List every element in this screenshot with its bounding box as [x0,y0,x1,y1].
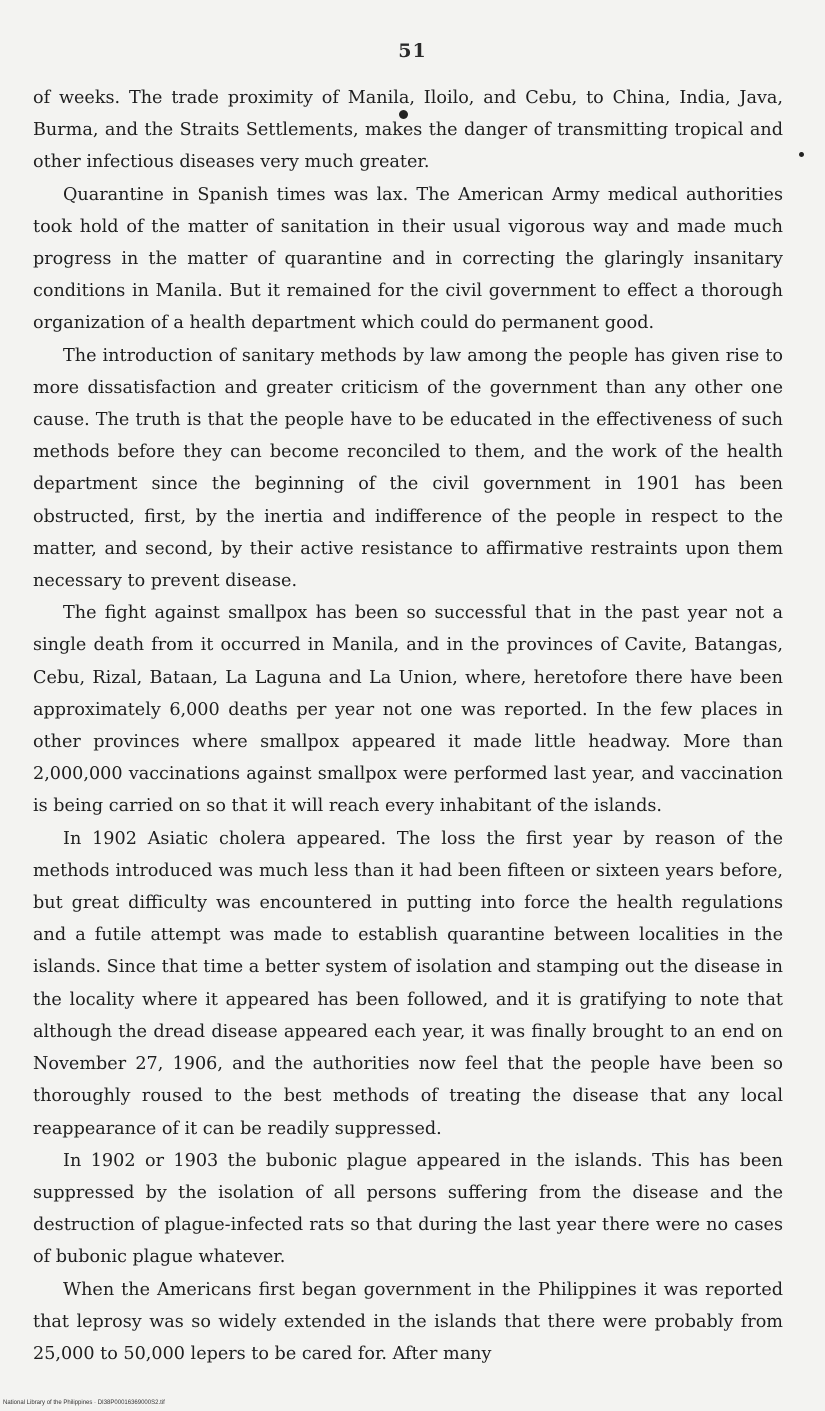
paragraph-5: In 1902 Asiatic cholera appeared. The loss the first year by reason of the methods introduced was much less than it had been fifteen or sixteen years before, but great difficulty was encountered in putting into force the health regulations and a futile attempt was made to establish quarantine between localities in the islands. Since that time a better system of isolation and stamping out the disease in the locality where it appeared has been followed, and it is gratifying to note that although the dread disease appeared each year, it was finally brought to an end on November 27, 1906, and the authorities now feel that the people have been so thoroughly roused to the best methods of treating the disease that any local reappearance of it can be readily suppressed. [33,828,783,1139]
body-text [33,82,783,1370]
paragraph-1: of weeks. The trade proximity of Manila, Iloilo, and Cebu, to China, India, Java, Burma, and the Straits Settlements, makes the danger of transmitting tropical and other infectious diseases very much greater. [33,88,783,173]
paragraph-7: When the Americans first began government in the Philippines it was reported that leprosy was so widely extended in the islands that there were probably from 25,000 to 50,000 lepers to be cared for. After many [33,1279,783,1364]
paragraph-4: The fight against smallpox has been so successful that in the past year not a single death from it occurred in Manila, and in the provinces of Cavite, Batangas, Cebu, Rizal, Bataan, La Laguna and La Union, where, heretofore there have been approximately 6,000 deaths per year not one was reported. In the few places in other provinces where smallpox appeared it made little headway. More than 2,000,000 vaccinations against smallpox were performed last year, and vaccination is being carried on so that it will reach every inhabitant of the islands. [33,603,783,817]
paragraph-2: Quarantine in Spanish times was lax. The American Army medical authorities took hold of the matter of sanitation in their usual vigorous way and made much progress in the matter of quarantine and in correcting the glaringly insanitary conditions in Manila. But it remained for the civil government to effect a thorough organization of a health department which could do permanent good. [33,184,783,334]
ink-speck [399,110,408,119]
scan-footer: National Library of the Philippines · DI38P00016369000S2.tif [3,1400,165,1406]
page-number: 51 [398,40,427,62]
paragraph-6: In 1902 or 1903 the bubonic plague appeared in the islands. This has been suppressed by the isolation of all persons suffering from the disease and the destruction of plague-infected rats so that during the last year there were no cases of bubonic plague whatever. [33,1150,783,1268]
paragraph-3: The introduction of sanitary methods by law among the people has given rise to more dissatisfaction and greater criticism of the government than any other one cause. The truth is that the people have to be educated in the effectiveness of such methods before they can become reconciled to them, and the work of the health department since the beginning of the civil government in 1901 has been obstructed, first, by the inertia and indifference of the people in respect to the matter, and second, by their active resistance to affirmative restraints upon them necessary to prevent disease. [33,345,783,592]
ink-speck [799,152,804,157]
